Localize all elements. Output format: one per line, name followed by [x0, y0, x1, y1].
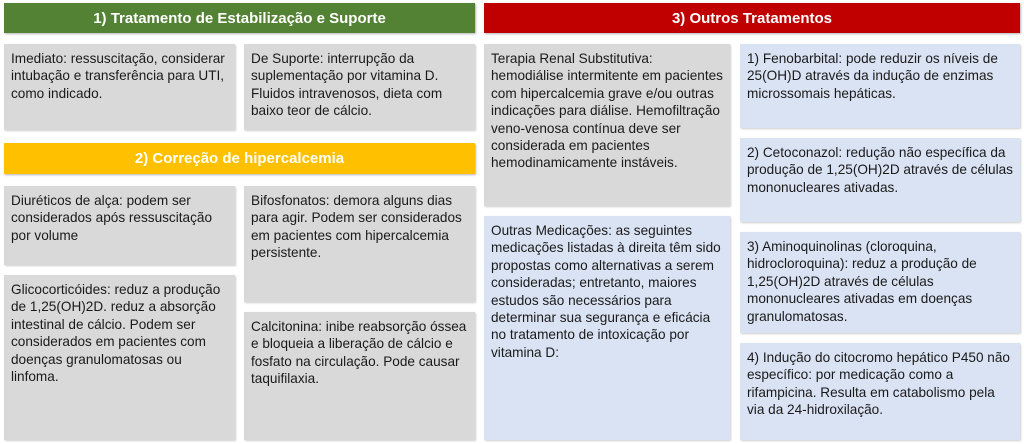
box-calcitonina: Calcitonina: inibe reabsorção óssea e bloqueia a liberação de cálcio e fosfato na circulação. Pode causar taquifilaxia. [244, 312, 475, 440]
box-cetoconazol: 2) Cetoconazol: redução não específica da produção de 1,25(OH)2D através de células mononucleares ativadas. [740, 138, 1020, 222]
box-fenobarbital: 1) Fenobarbital: pode reduzir os níveis de 25(OH)D através da indução de enzimas microssomais hepáticas. [740, 44, 1020, 128]
section1-header: 1) Tratamento de Estabilização e Suporte [4, 3, 475, 33]
box-terapia-renal: Terapia Renal Substitutiva: hemodiálise intermitente em pacientes com hipercalcemia grave e/ou outras indicações para diálise. Hemofiltração veno-venosa contínua deve ser considerada em pacientes hemodinamicamente instáveis. [484, 44, 730, 206]
section3-header: 3) Outros Tratamentos [484, 3, 1020, 33]
box-imediato: Imediato: ressuscitação, considerar intubação e transferência para UTI, como indicado. [4, 44, 235, 130]
box-glicocorticoides: Glicocorticóides: reduz a produção de 1,25(OH)2D. reduz a absorção intestinal de cálcio. Podem ser considerados em pacientes com doenças granulomatosas ou linfoma. [4, 275, 235, 440]
box-inducao-citocromo: 4) Indução do citocromo hepático P450 não específico: por medicação como a rifampicina. Resulta em catabolismo pela via da 24-hidroxilação. [740, 343, 1020, 440]
box-diureticos: Diuréticos de alça: podem ser considerados após ressuscitação por volume [4, 186, 235, 265]
box-outras-medicacoes: Outras Medicações: as seguintes medicações listadas à direita têm sido propostas como alternativas a serem consideradas; entretanto, maiores estudos são necessários para determinar sua segurança e eficácia no tratamento de intoxicação por vitamina D: [484, 216, 730, 440]
box-bifosfonatos: Bifosfonatos: demora alguns dias para agir. Podem ser considerados em pacientes com hipercalcemia persistente. [244, 186, 475, 302]
box-aminoquinolinas: 3) Aminoquinolinas (cloroquina, hidrocloroquina): reduz a produção de 1,25(OH)2D através de células mononucleares ativadas em doenças granulomatosas. [740, 232, 1020, 333]
box-de-suporte: De Suporte: interrupção da suplementação por vitamina D. Fluidos intravenosos, dieta com baixo teor de cálcio. [244, 44, 475, 130]
section2-header: 2) Correção de hipercalcemia [4, 143, 475, 174]
